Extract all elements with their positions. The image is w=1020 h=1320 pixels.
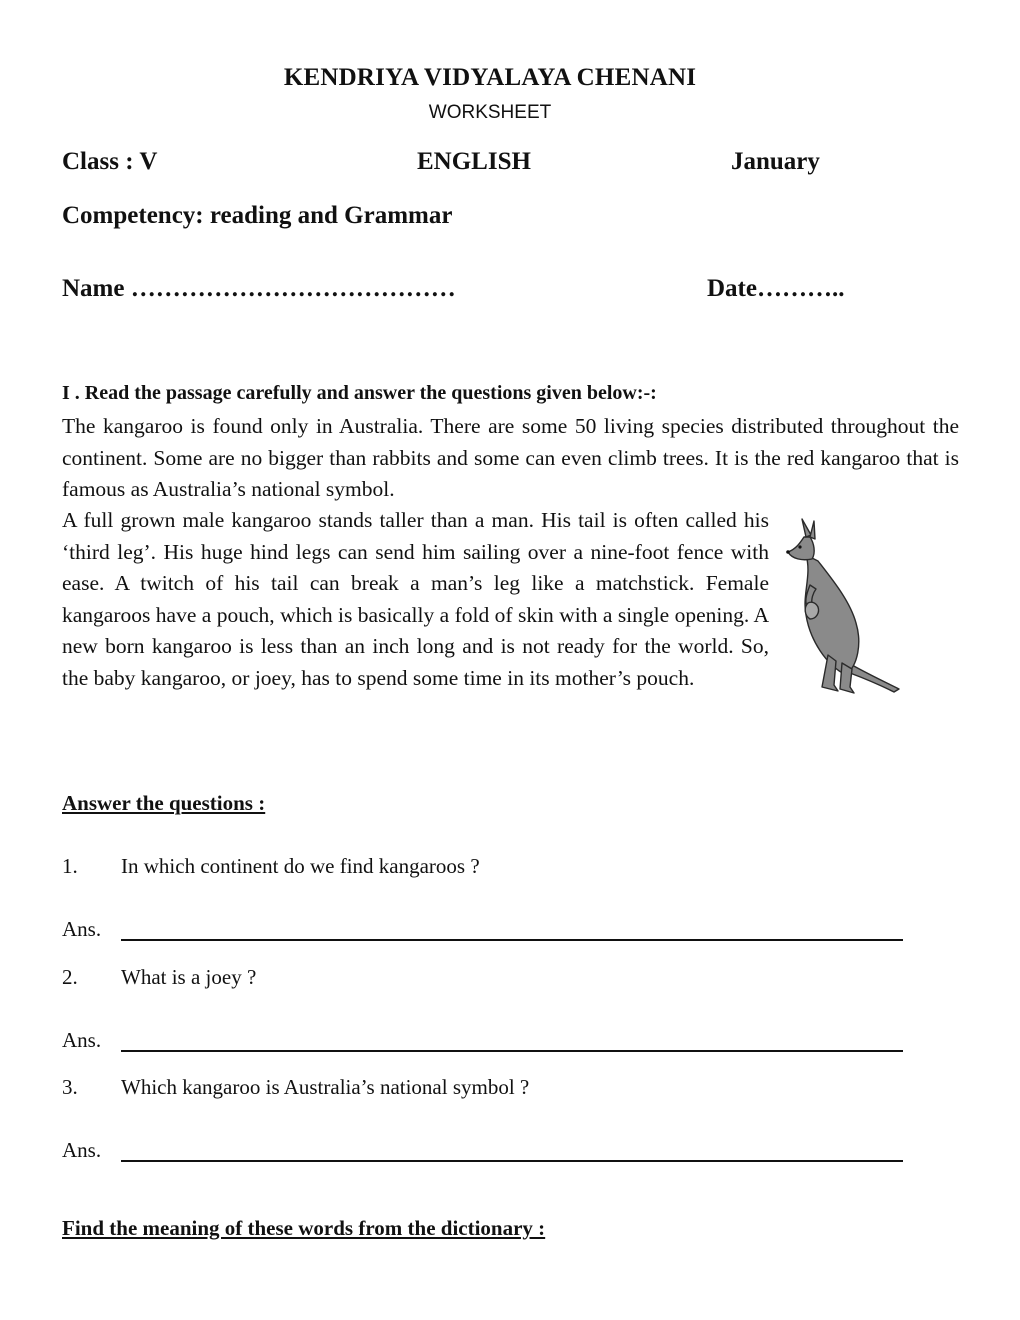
section-instruction: I . Read the passage carefully and answer the questions given below:-: xyxy=(62,382,657,404)
answer-label: Ans. xyxy=(62,917,102,941)
answer-label: Ans. xyxy=(62,1028,102,1052)
competency-label: Competency: reading and Grammar xyxy=(62,202,453,229)
month-label: January xyxy=(731,148,820,175)
question-text: What is a joey ? xyxy=(121,965,257,989)
answer-label: Ans. xyxy=(62,1138,102,1162)
passage-paragraph-1: The kangaroo is found only in Australia. There are some 50 living species distributed throughout the continent. Some are no bigger than rabbits and some can even climb trees. It is the red kangaroo that is famous as Australia’s national symbol. xyxy=(62,414,959,501)
questions-heading: Answer the questions : xyxy=(62,791,266,815)
date-field: Date……….. xyxy=(707,275,845,302)
dictionary-heading: Find the meaning of these words from the dictionary : xyxy=(62,1216,546,1240)
answer-line-2[interactable] xyxy=(121,1050,903,1052)
answer-line-1[interactable] xyxy=(121,939,903,941)
question-number: 1. xyxy=(62,854,78,878)
school-name: KENDRIYA VIDYALAYA CHENANI xyxy=(283,64,697,91)
subject-label: ENGLISH xyxy=(417,148,531,175)
name-field: Name ………………………………… xyxy=(62,275,456,302)
class-label: Class : V xyxy=(62,148,158,175)
question-text: In which continent do we find kangaroos ? xyxy=(121,854,480,878)
question-text: Which kangaroo is Australia’s national symbol ? xyxy=(121,1075,530,1099)
worksheet-label: WORKSHEET xyxy=(428,102,552,123)
question-number: 3. xyxy=(62,1075,78,1099)
question-number: 2. xyxy=(62,965,78,989)
passage-paragraph-2: A full grown male kangaroo stands taller than a man. His tail is often called his ‘third leg’. His huge hind legs can send him sailing over a nine-foot fence with ease. A twitch of his tail can break a man’s leg like a matchstick. Female kangaroos have a pouch, which is basically a fold of skin with a single opening. A new born kangaroo is less than an inch long and is not ready for the world. So, the baby kangaroo, or joey, has to spend some time in its mother’s pouch. xyxy=(62,508,769,690)
kangaroo-illustration-icon xyxy=(782,515,902,695)
answer-line-3[interactable] xyxy=(121,1160,903,1162)
